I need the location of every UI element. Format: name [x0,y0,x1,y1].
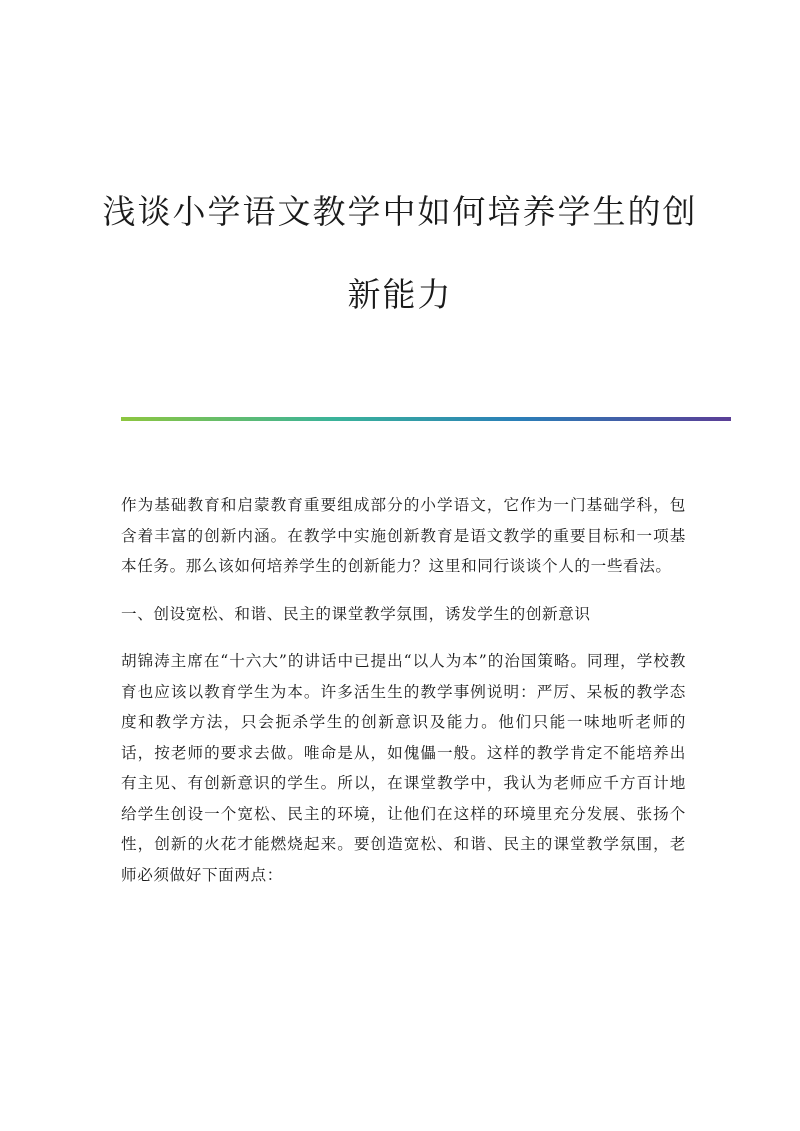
title-divider [121,417,731,421]
document-title-line-2: 新能力 [347,275,453,314]
paragraph-section-1: 胡锦涛主席在“十六大”的讲话中已提出“以人为本”的治国策略。同理，学校教育也应该以教育学生为本。许多活生生的教学事例说明：严厉、呆板的教学态度和教学方法，只会扼杀学生的创新意识及能力。他们只能一味地听老师的话，按老师的要求去做。唯命是从，如傀儡一般。这样的教学肯定不能培养出有主见、有创新意识的学生。所以，在课堂教学中，我认为老师应千方百计地给学生创设一个宽松、民主的环境，让他们在这样的环境里充分发展、张扬个性，创新的火花才能燃烧起来。要创造宽松、和谐、民主的课堂教学氛围，老师必须做好下面两点： [121,652,686,884]
document-body [121,490,686,907]
section-heading-1: 一、创设宽松、和谐、民主的课堂教学氛围，诱发学生的创新意识 [121,604,591,623]
paragraph-intro: 作为基础教育和启蒙教育重要组成部分的小学语文，它作为一门基础学科，包含着丰富的创新内涵。在教学中实施创新教育是语文教学的重要目标和一项基本任务。那么该如何培养学生的创新能力？这里和同行谈谈个人的一些看法。 [121,496,686,575]
document-title-line-1: 浅谈小学语文教学中如何培养学生的创 [102,192,698,231]
